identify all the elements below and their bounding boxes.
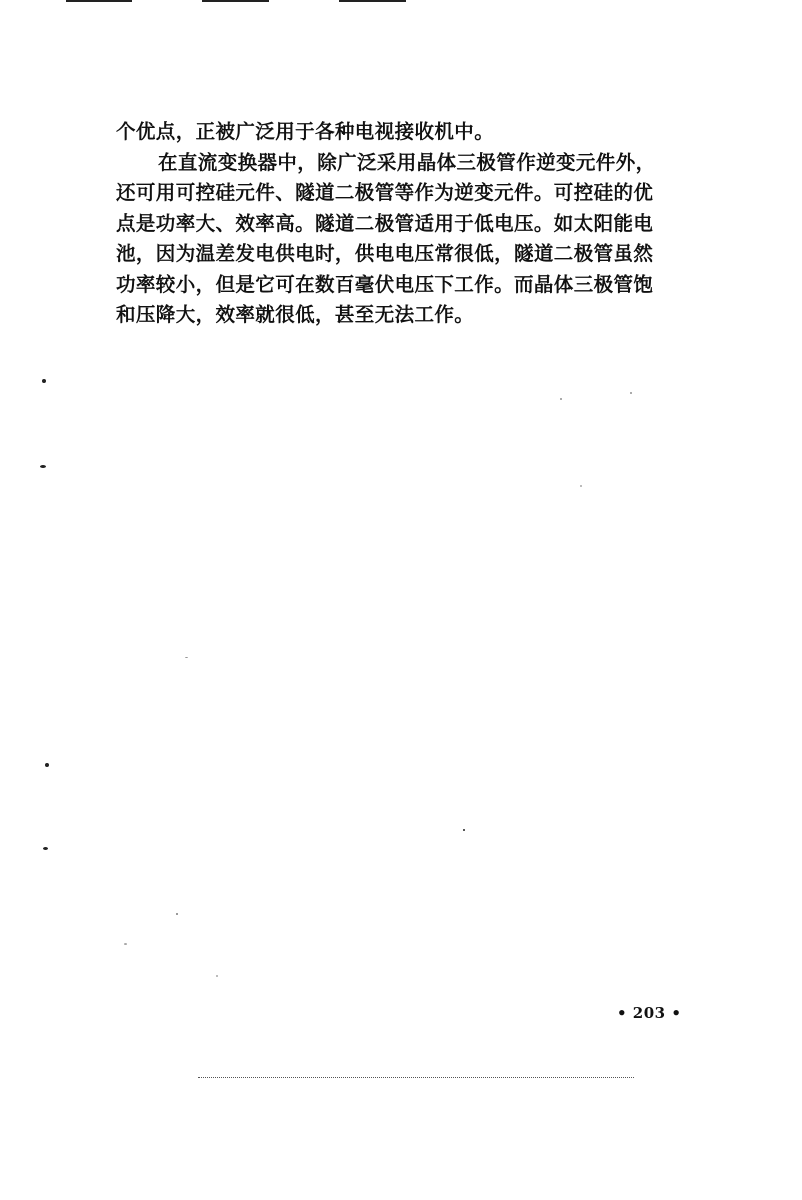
top-rule-2 (202, 0, 269, 2)
bottom-rule (198, 1077, 634, 1078)
paragraph-2-line-6: 和压降大，效率就很低，甚至无法工作。 (116, 303, 475, 326)
scan-speck (176, 913, 178, 915)
paragraph-1-line-1: 个优点，正被广泛用于各种电视接收机中。 (116, 120, 495, 143)
paragraph-2-line-5: 功率较小，但是它可在数百毫伏电压下工作。而晶体三极管饱 (116, 272, 654, 296)
binding-mark-3 (45, 763, 49, 767)
top-rule-1 (66, 0, 132, 2)
paragraph-2-line-3: 点是功率大、效率高。隧道二极管适用于低电压。如太阳能电 (116, 211, 654, 235)
binding-mark-1 (42, 379, 46, 383)
scan-speck (560, 398, 562, 400)
scan-speck (216, 975, 218, 977)
binding-mark-4 (43, 847, 48, 850)
paragraph-2-line-2: 还可用可控硅元件、隧道二极管等作为逆变元件。可控硅的优 (116, 181, 654, 204)
scan-speck (580, 485, 582, 487)
top-rule-3 (339, 0, 406, 2)
paragraph-2-line-4: 池，因为温差发电供电时，供电电压常很低，隧道二极管虽然 (116, 242, 654, 265)
page-number: • 203 • (617, 1004, 682, 1022)
paragraph-2-line-1: 在直流变换器中，除广泛采用晶体三极管作逆变元件外， (158, 150, 656, 174)
scan-speck (185, 657, 188, 658)
binding-mark-2 (40, 465, 46, 468)
scan-speck (124, 943, 127, 945)
body-text (116, 117, 696, 331)
scan-speck (630, 392, 632, 394)
scan-speck (463, 829, 465, 831)
